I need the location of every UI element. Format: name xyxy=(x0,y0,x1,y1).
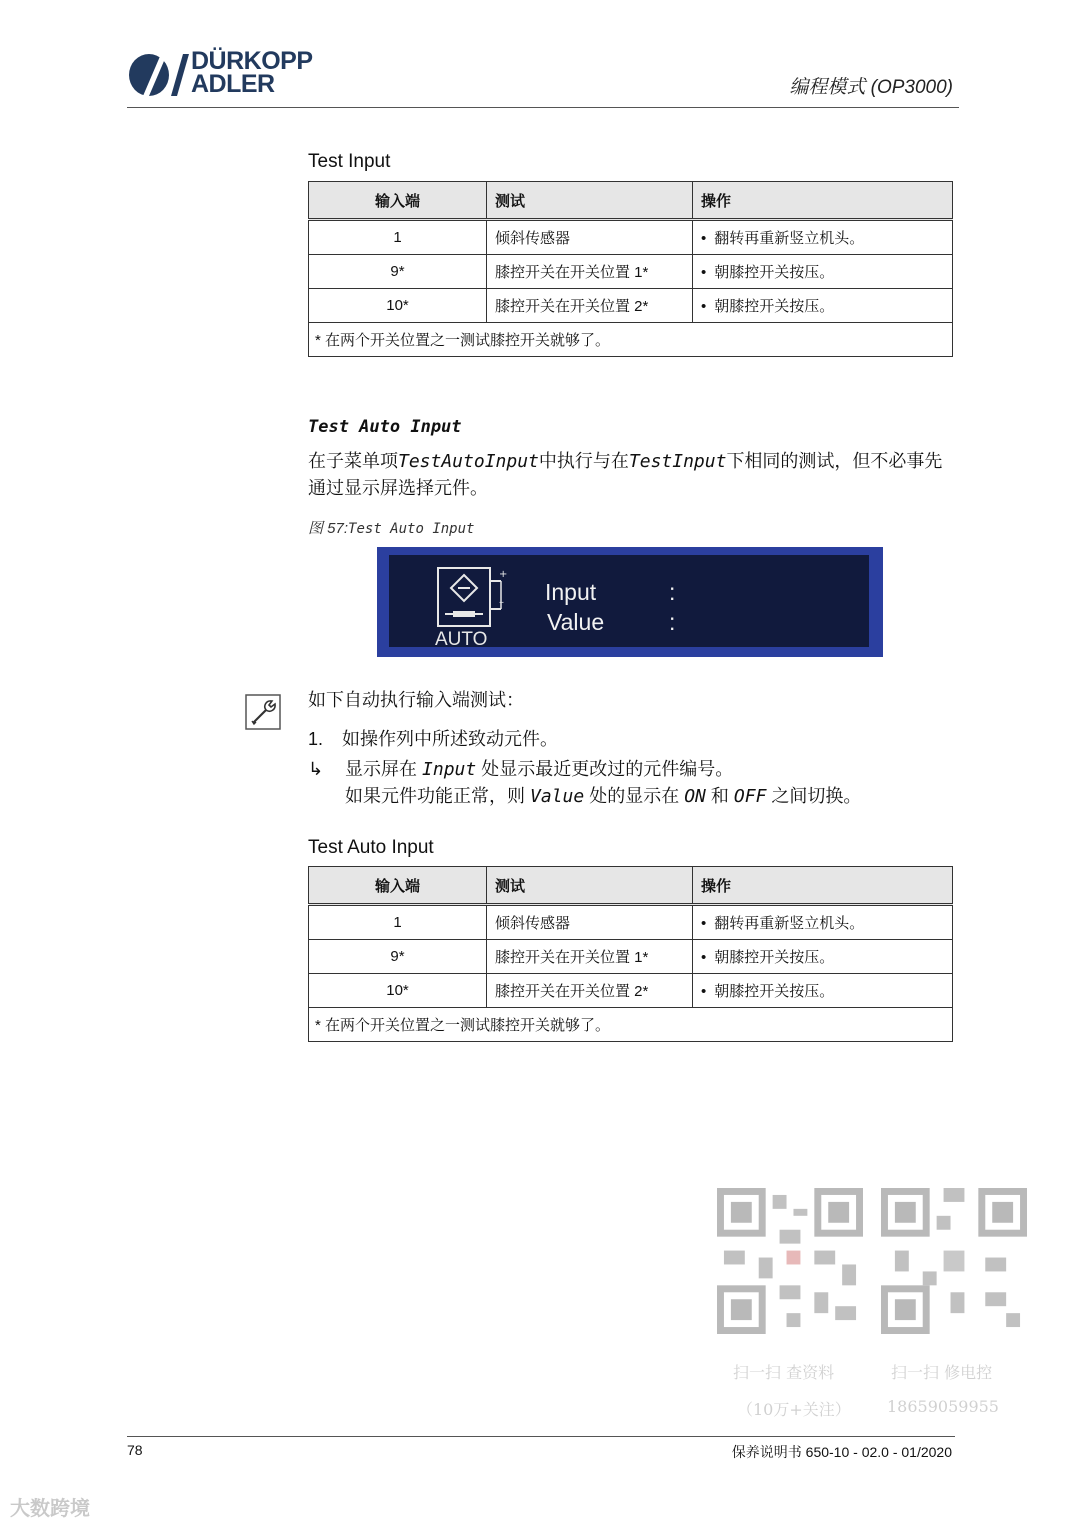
instruction-result xyxy=(308,756,968,816)
result-text-part: 显示屏在 xyxy=(345,759,423,779)
qr-code-left-icon xyxy=(717,1187,863,1335)
result-field-name: Input xyxy=(422,759,477,780)
table-note-row xyxy=(309,323,953,357)
cell-action xyxy=(693,905,953,940)
bullet-icon: • xyxy=(701,983,707,1000)
durkopp-adler-logo xyxy=(127,47,327,100)
desc-text: 在子菜单项 xyxy=(308,451,398,471)
desc-text: 中执行与在 xyxy=(538,451,629,471)
figure-caption xyxy=(308,517,474,538)
cell-input: 1 xyxy=(309,220,487,255)
display-value-separator: : xyxy=(669,609,676,635)
cell-input: 9* xyxy=(309,255,487,289)
display-auto-label: AUTO xyxy=(435,629,488,650)
display-input-label: Input xyxy=(545,579,597,605)
desc-menu-name: TestAutoInput xyxy=(398,451,539,472)
cell-test: 膝控开关在开关位置 2* xyxy=(487,289,693,323)
figure-number: 图 57: xyxy=(308,520,349,537)
column-header-action: 操作 xyxy=(693,867,953,905)
result-on-value: ON xyxy=(684,786,706,807)
result-text-part: 处的显示在 xyxy=(584,786,685,806)
qr-watermark xyxy=(715,1185,1035,1419)
cell-test: 倾斜传感器 xyxy=(487,220,693,255)
footer-divider xyxy=(127,1436,955,1437)
display-screen xyxy=(377,547,883,657)
svg-text:–: – xyxy=(499,597,504,608)
step-number: 1. xyxy=(308,729,324,749)
action-text: 翻转再重新竖立机头。 xyxy=(714,915,865,932)
cell-action xyxy=(693,255,953,289)
watermark-left-bottom: （10万+关注） xyxy=(737,1400,851,1419)
result-text xyxy=(345,756,965,810)
watermark-left-top: 扫一扫 查资料 xyxy=(733,1363,835,1382)
cell-input: 9* xyxy=(309,940,487,974)
action-text: 朝膝控开关按压。 xyxy=(714,298,835,315)
watermark-right-bottom: 18659059955 xyxy=(887,1397,999,1416)
document-reference: 保养说明书 650-10 - 02.0 - 01/2020 xyxy=(731,1444,952,1460)
section-title-test-input: Test Input xyxy=(308,151,391,172)
bullet-icon: • xyxy=(701,949,707,966)
cell-input: 1 xyxy=(309,905,487,940)
display-input-separator: : xyxy=(669,579,676,605)
table-row xyxy=(309,940,953,974)
table-row xyxy=(309,289,953,323)
chapter-title: 编程模式 (OP3000) xyxy=(789,77,953,98)
auto-input-heading: Test Auto Input xyxy=(308,417,462,437)
cell-action xyxy=(693,940,953,974)
cell-test: 膝控开关在开关位置 1* xyxy=(487,940,693,974)
figure-title: Test Auto Input xyxy=(348,521,475,537)
instruction-step-1 xyxy=(308,725,558,751)
desc-text: 下相同的测试，但不必事先通过显示屏选择元件。 xyxy=(308,451,943,498)
cell-action xyxy=(693,974,953,1008)
cell-test: 膝控开关在开关位置 1* xyxy=(487,255,693,289)
qr-code-right-icon xyxy=(881,1187,1027,1335)
sensor-icon xyxy=(437,567,509,629)
cell-test: 膝控开关在开关位置 2* xyxy=(487,974,693,1008)
result-line-1 xyxy=(345,756,965,783)
result-off-value: OFF xyxy=(733,786,767,807)
table-footnote: * 在两个开关位置之一测试膝控开关就够了。 xyxy=(309,323,953,357)
svg-text:+: + xyxy=(499,569,508,580)
auto-input-description xyxy=(308,448,958,502)
action-text: 翻转再重新竖立机头。 xyxy=(714,230,865,247)
display-panel xyxy=(389,555,869,650)
table-footnote: * 在两个开关位置之一测试膝控开关就够了。 xyxy=(309,1008,953,1042)
test-input-table xyxy=(308,181,953,357)
result-line-2 xyxy=(345,783,965,810)
logo-line-2: ADLER xyxy=(191,70,275,98)
table-header-row xyxy=(309,182,953,220)
test-auto-input-table xyxy=(308,866,953,1042)
section-title-test-auto-input: Test Auto Input xyxy=(308,837,434,858)
desc-menu-name: TestInput xyxy=(628,451,727,472)
cell-action xyxy=(693,289,953,323)
result-text-part: 和 xyxy=(705,786,734,806)
bullet-icon: • xyxy=(701,230,707,247)
cell-input: 10* xyxy=(309,974,487,1008)
cell-test: 倾斜传感器 xyxy=(487,905,693,940)
step-text: 如操作列中所述致动元件。 xyxy=(342,729,559,749)
action-text: 朝膝控开关按压。 xyxy=(714,264,835,281)
logo-line-1: DÜRKOPP xyxy=(191,47,313,75)
column-header-action: 操作 xyxy=(693,182,953,220)
instruction-intro: 如下自动执行输入端测试： xyxy=(308,690,524,710)
wrench-icon xyxy=(245,694,281,730)
table-note-row xyxy=(309,1008,953,1042)
bullet-icon: • xyxy=(701,298,707,315)
action-text: 朝膝控开关按压。 xyxy=(714,983,835,1000)
bullet-icon: • xyxy=(701,264,707,281)
result-text-part: 之间切换。 xyxy=(766,786,862,806)
cell-action xyxy=(693,220,953,255)
result-arrow-icon: ↳ xyxy=(308,759,324,779)
table-row xyxy=(309,255,953,289)
table-row xyxy=(309,905,953,940)
result-text-part: 如果元件功能正常，则 xyxy=(345,786,530,806)
bullet-icon: • xyxy=(701,915,707,932)
column-header-test: 测试 xyxy=(487,182,693,220)
display-value-label: Value xyxy=(547,609,605,635)
brand-watermark: 大数跨境 xyxy=(10,1498,90,1520)
logo-mark-icon xyxy=(127,52,189,98)
table-row xyxy=(309,220,953,255)
result-field-name: Value xyxy=(530,786,585,807)
table-header-row xyxy=(309,867,953,905)
column-header-input: 输入端 xyxy=(309,867,487,905)
column-header-input: 输入端 xyxy=(309,182,487,220)
page-number: 78 xyxy=(127,1442,143,1458)
action-text: 朝膝控开关按压。 xyxy=(714,949,835,966)
cell-input: 10* xyxy=(309,289,487,323)
column-header-test: 测试 xyxy=(487,867,693,905)
header-divider xyxy=(127,107,959,108)
table-row xyxy=(309,974,953,1008)
result-text-part: 处显示最近更改过的元件编号。 xyxy=(476,759,734,779)
watermark-right-top: 扫一扫 修电控 xyxy=(891,1363,993,1382)
